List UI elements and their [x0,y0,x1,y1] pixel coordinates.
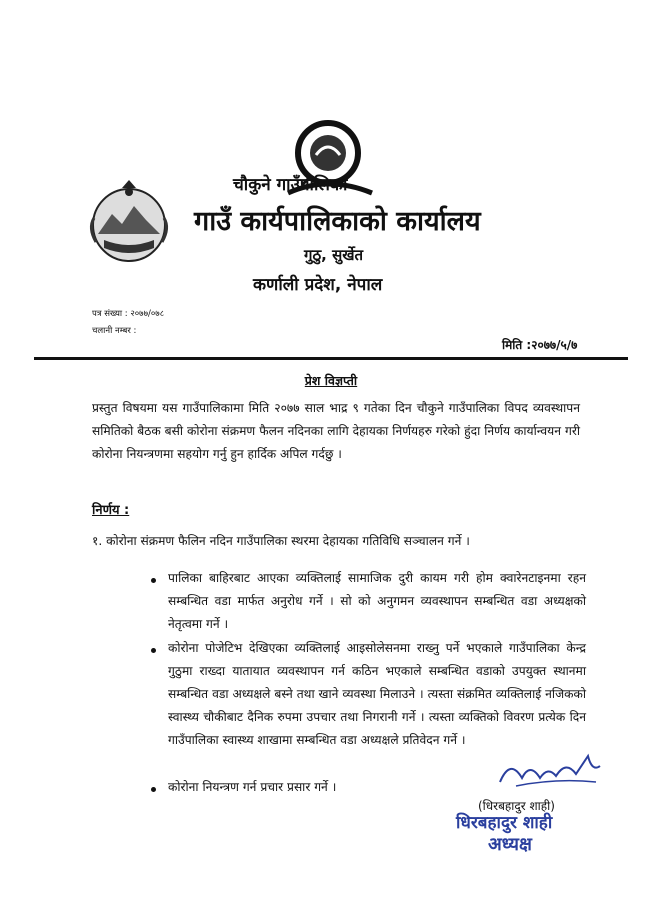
dispatch-number: चलानी नम्बर : [92,326,137,336]
decision-1: १. कोरोना संक्रमण फैलिन नदिन गाउँपालिका स्थरमा देहायका गतिविधि सञ्चालन गर्ने । [92,534,470,548]
header-divider [34,357,628,360]
stamp-title: अध्यक्ष [488,834,532,855]
office-location: गुठु, सुर्खेत [304,246,364,264]
signature-scribble-icon [496,752,606,792]
letter-number: पत्र संख्या : २०७७/०७८ [92,309,165,319]
municipality-name: चौकुने गाउँपालिका [233,175,348,195]
province-line: कर्णाली प्रदेश, नेपाल [253,275,383,295]
bullet-icon [151,648,156,653]
nepal-emblem-icon [84,178,174,268]
list-item: कोरोना पोजेटिभ देखिएका व्यक्तिलाई आइसोलेसनमा राख्नु पर्ने भएकाले गाउँपालिका केन्द्र गुठुमा राख्दा यातायात व्यवस्थापन गर्न कठिन भएकाले सम्बन्धित वडाको उपयुक्त स्थानमा सम्बन्धित वडा अध्यक्षले बस्ने तथा खाने व्यवस्था मिलाउने । त्यस्ता संक्रमित व्यक्तिलाई नजिकको स्वास्थ्य चौकीबाट दैनिक रुपमा उपचार तथा निगरानी गर्ने । त्यस्ता व्यक्तिको विवरण प्रत्येक दिन गाउँपालिका स्वास्थ्य शाखामा सम्बन्धित वडा अध्यक्षले प्रतिवेदन गर्ने । [168,641,586,747]
bullet-icon [151,578,156,583]
stamp-name: धिरबहादुर शाही [456,813,553,833]
list-item: कोरोना नियन्त्रण गर्न प्रचार प्रसार गर्ने । [168,780,337,794]
letter-date: मिति :२०७७/५/७ [502,338,578,352]
decision-heading: निर्णय : [92,503,130,518]
office-title: गाउँ कार्यपालिकाको कार्यालय [194,206,481,237]
bullet-icon [151,787,156,792]
signatory-name: (धिरबहादुर शाही) [478,799,555,813]
notice-title: प्रेश विज्ञप्ती [304,373,358,388]
intro-paragraph: प्रस्तुत विषयमा यस गाउँपालिकामा मिति २०७७ साल भाद्र ९ गतेका दिन चौकुने गाउँपालिका विपद व्यवस्थापन समितिको बैठक बसी कोरोना संक्रमण फैलन नदिनका लागि देहायका निर्णयहरु गरेको हुंदा निर्णय कार्यान्वयन गरी कोरोना नियन्त्रणमा सहयोग गर्नु हुन हार्दिक अपिल गर्दछु । [92,401,580,461]
list-item: पालिका बाहिरबाट आएका व्यक्तिलाई सामाजिक दुरी कायम गरी होम क्वारेनटाइनमा रहन सम्बन्धित वडा मार्फत अनुरोध गर्ने । सो को अनुगमन व्यवस्थापन सम्बन्धित वडा अध्यक्षको नेतृत्वमा गर्ने । [168,571,586,631]
